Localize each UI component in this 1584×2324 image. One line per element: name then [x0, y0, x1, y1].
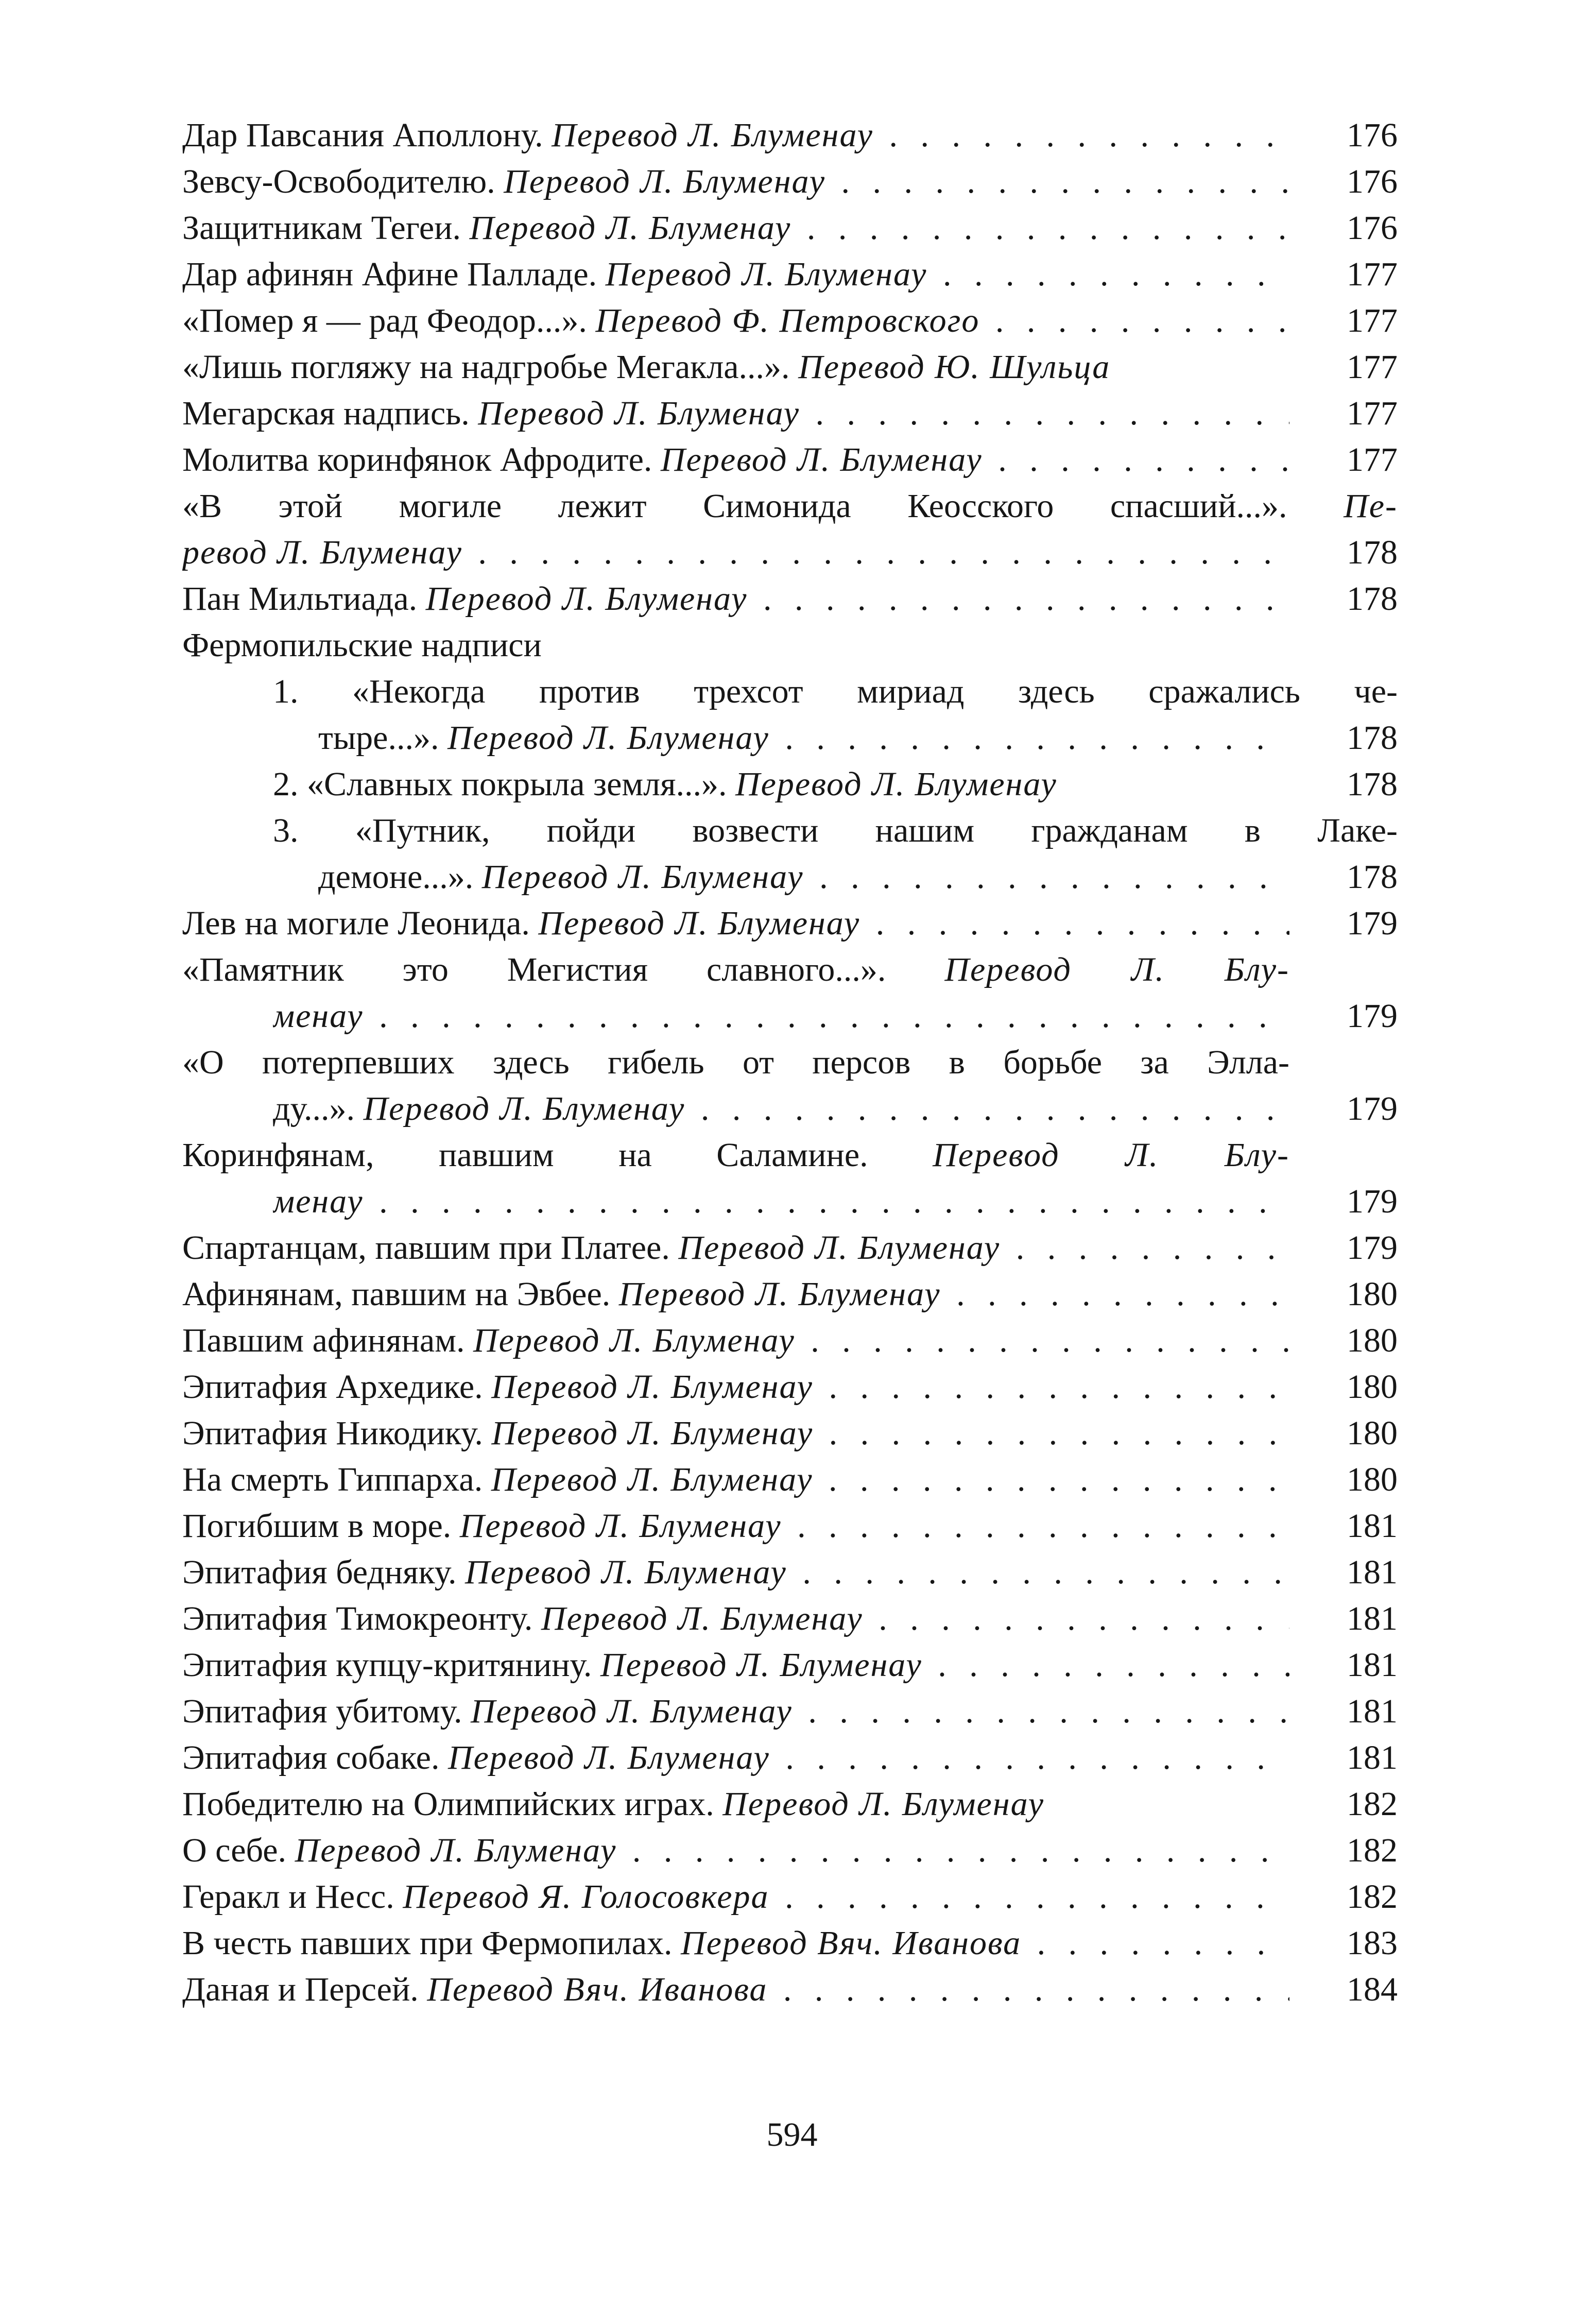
entry-title: «Памятник это Мегистия славного...». — [182, 951, 886, 988]
toc-entry — [182, 1364, 1398, 1410]
toc-entry — [182, 112, 1398, 159]
entry-translator: Перевод Л. Блуменау — [447, 1739, 770, 1776]
entry-page: 183 — [1347, 1924, 1398, 1962]
entry-translator: Перевод Л. Блуменау — [552, 116, 873, 154]
entry-page: 178 — [1347, 765, 1398, 803]
toc-subentry-continuation — [182, 854, 1398, 900]
entry-translator: Перевод Л. Блуменау — [722, 1785, 1045, 1823]
toc-entry — [182, 1410, 1398, 1457]
entry-title: Зевсу-Освободителю. — [182, 163, 495, 200]
entry-page: 178 — [1347, 534, 1398, 571]
entry-title: Молитва коринфянок Афродите. — [182, 441, 652, 479]
entry-translator: Перевод Л. Блуменау — [447, 719, 769, 757]
entry-title: «Путник, пойди возвести нашим гражданам в Лаке- — [355, 812, 1398, 849]
entry-title: Дар афинян Афине Палладе. — [182, 255, 597, 293]
entry-page: 180 — [1347, 1368, 1398, 1406]
entry-title: Афинянам, павшим на Эвбее. — [182, 1275, 611, 1313]
entry-number: 3. — [273, 812, 299, 849]
entry-title: Геракл и Несс. — [182, 1878, 394, 1916]
entry-title: ду...». — [273, 1090, 355, 1127]
toc-entry — [182, 1549, 1398, 1596]
entry-translator: Перевод Л. Блуменау — [491, 1368, 813, 1406]
entry-translator: Перевод Л. Блуменау — [504, 163, 825, 200]
toc-entry — [182, 1596, 1398, 1642]
toc-entry — [182, 1827, 1398, 1874]
entry-page: 180 — [1347, 1275, 1398, 1313]
toc-entry — [182, 437, 1398, 483]
entry-page: 181 — [1347, 1600, 1398, 1637]
toc-subentry — [182, 808, 1398, 854]
entry-translator: Перевод Л. Блуменау — [425, 580, 748, 618]
toc-entry — [182, 1132, 1398, 1178]
entry-page: 177 — [1347, 441, 1398, 479]
entry-page: 181 — [1347, 1693, 1398, 1730]
toc-entry — [182, 1457, 1398, 1503]
entry-title: Эпитафия бедняку. — [182, 1553, 457, 1591]
toc-entry — [182, 1039, 1398, 1086]
entry-translator: Перевод Л. Блуменау — [478, 395, 800, 432]
entry-title: тыре...». — [318, 719, 439, 757]
entry-title: Павшим афинянам. — [182, 1322, 465, 1359]
entry-page: 179 — [1347, 1183, 1398, 1220]
entry-page: 178 — [1347, 858, 1398, 896]
toc-entry — [182, 1967, 1398, 2013]
entry-title: Дар Павсания Аполлону. — [182, 116, 543, 154]
toc-entry-continuation — [182, 1178, 1398, 1225]
entry-page: 178 — [1347, 719, 1398, 757]
entry-title: Защитникам Тегеи. — [182, 209, 461, 247]
entry-page: 181 — [1347, 1646, 1398, 1684]
toc-entry — [182, 576, 1398, 622]
entry-title: Эпитафия Никодику. — [182, 1414, 483, 1452]
entry-translator: Перевод Вяч. Иванова — [681, 1924, 1022, 1962]
toc-entry — [182, 205, 1398, 251]
toc-entry — [182, 1781, 1398, 1827]
entry-title: «В этой могиле лежит Симонида Кеосского спасший...». — [182, 487, 1287, 525]
toc-entry — [182, 1735, 1398, 1781]
entry-title: Пан Мильтиада. — [182, 580, 418, 618]
toc-entry — [182, 483, 1398, 529]
toc-entry — [182, 390, 1398, 437]
entry-page: 176 — [1347, 163, 1398, 200]
entry-translator: Перевод Л. Блу- — [944, 951, 1289, 988]
entry-title: Эпитафия Тимокреонту. — [182, 1600, 533, 1637]
toc-subentry — [182, 761, 1398, 808]
entry-translator: Перевод Л. Блуменау — [600, 1646, 922, 1684]
toc-section-heading — [182, 622, 1398, 669]
toc-entry — [182, 1271, 1398, 1318]
entry-number: 1. — [273, 673, 299, 710]
toc-entry-continuation — [182, 993, 1398, 1039]
entry-translator: Пе- — [1344, 487, 1398, 525]
entry-title: «Некогда против трехсот мириад здесь сражались че- — [352, 673, 1398, 710]
entry-translator: менау — [273, 1183, 364, 1220]
entry-page: 181 — [1347, 1507, 1398, 1545]
entry-page: 177 — [1347, 348, 1398, 386]
entry-page: 179 — [1347, 1229, 1398, 1267]
entry-translator: ревод Л. Блуменау — [182, 534, 462, 571]
entry-page: 181 — [1347, 1739, 1398, 1776]
entry-translator: Перевод Л. Блуменау — [473, 1322, 795, 1359]
toc-entry — [182, 1874, 1398, 1920]
entry-translator: Перевод Л. Блуменау — [660, 441, 983, 479]
toc-entry — [182, 344, 1398, 390]
entry-translator: Перевод Л. Блуменау — [295, 1832, 617, 1869]
entry-title: Эпитафия Архедике. — [182, 1368, 483, 1406]
entry-title: Лев на могиле Леонида. — [182, 904, 530, 942]
entry-page: 184 — [1347, 1971, 1398, 2008]
entry-title: Эпитафия собаке. — [182, 1739, 440, 1776]
entry-translator: менау — [273, 997, 364, 1035]
entry-title: Погибшим в море. — [182, 1507, 452, 1545]
entry-translator: Перевод Л. Блуменау — [491, 1461, 813, 1498]
entry-translator: Перевод Л. Блуменау — [469, 209, 791, 247]
entry-title: Даная и Персей. — [182, 1971, 419, 2008]
toc-entry — [182, 1503, 1398, 1549]
entry-page: 179 — [1347, 1090, 1398, 1127]
entry-translator: Перевод Вяч. Иванова — [427, 1971, 768, 2008]
toc-entry — [182, 298, 1398, 344]
entry-number: 2. — [273, 765, 299, 803]
entry-page: 178 — [1347, 580, 1398, 618]
toc-entry — [182, 1225, 1398, 1271]
entry-page: 180 — [1347, 1414, 1398, 1452]
toc-entry — [182, 159, 1398, 205]
entry-title: Мегарская надпись. — [182, 395, 470, 432]
entry-title: На смерть Гиппарха. — [182, 1461, 483, 1498]
entry-title: Спартанцам, павшим при Платее. — [182, 1229, 670, 1267]
entry-title: «О потерпевших здесь гибель от персов в борьбе за Элла- — [182, 1044, 1289, 1081]
entry-translator: Перевод Л. Блуменау — [735, 765, 1057, 803]
entry-title: «Помер я — рад Феодор...». — [182, 302, 587, 339]
toc-entry — [182, 1642, 1398, 1688]
entry-title: Победителю на Олимпийских играх. — [182, 1785, 714, 1823]
section-heading: Фермопильские надписи — [182, 626, 542, 664]
entry-translator: Перевод Ю. Шульца — [798, 348, 1111, 386]
toc-entry — [182, 1318, 1398, 1364]
entry-page: 181 — [1347, 1553, 1398, 1591]
entry-translator: Перевод Л. Блуменау — [538, 904, 860, 942]
entry-page: 176 — [1347, 209, 1398, 247]
entry-translator: Перевод Л. Блуменау — [363, 1090, 685, 1127]
toc-entry-continuation — [182, 1086, 1398, 1132]
entry-page: 182 — [1347, 1832, 1398, 1869]
entry-title: демоне...». — [318, 858, 474, 896]
entry-title: «Славных покрыла земля...». — [307, 765, 727, 803]
entry-translator: Перевод Л. Блуменау — [491, 1414, 814, 1452]
entry-translator: Перевод Л. Блуменау — [618, 1275, 941, 1313]
entry-page: 180 — [1347, 1322, 1398, 1359]
entry-title: Эпитафия купцу-критянину. — [182, 1646, 592, 1684]
toc-entry — [182, 251, 1398, 298]
entry-page: 180 — [1347, 1461, 1398, 1498]
entry-page: 179 — [1347, 997, 1398, 1035]
toc-entry — [182, 900, 1398, 947]
entry-page: 177 — [1347, 302, 1398, 339]
entry-page: 179 — [1347, 904, 1398, 942]
entry-page: 177 — [1347, 395, 1398, 432]
entry-title: Коринфянам, павшим на Саламине. — [182, 1136, 868, 1174]
entry-title: «Лишь погляжу на надгробье Мегакла...». — [182, 348, 790, 386]
table-of-contents — [182, 112, 1398, 2013]
entry-translator: Перевод Л. Блуменау — [678, 1229, 1001, 1267]
entry-page: 176 — [1347, 116, 1398, 154]
entry-translator: Перевод Л. Блуменау — [465, 1553, 787, 1591]
entry-page: 182 — [1347, 1785, 1398, 1823]
entry-translator: Перевод Л. Блуменау — [459, 1507, 782, 1545]
entry-translator: Перевод Л. Блу- — [933, 1136, 1289, 1174]
toc-entry — [182, 1920, 1398, 1967]
entry-translator: Перевод Л. Блуменау — [541, 1600, 863, 1637]
toc-subentry-continuation — [182, 715, 1398, 761]
entry-page: 177 — [1347, 255, 1398, 293]
entry-page: 182 — [1347, 1878, 1398, 1916]
entry-translator: Перевод Л. Блуменау — [605, 255, 927, 293]
page-number: 594 — [766, 2116, 818, 2154]
entry-title: О себе. — [182, 1832, 287, 1869]
toc-entry — [182, 1688, 1398, 1735]
entry-translator: Перевод Л. Блуменау — [471, 1693, 793, 1730]
entry-title: Эпитафия убитому. — [182, 1693, 462, 1730]
toc-subentry — [182, 669, 1398, 715]
entry-translator: Перевод Я. Голосовкера — [403, 1878, 769, 1916]
toc-entry-continuation — [182, 529, 1398, 576]
entry-translator: Перевод Л. Блуменау — [481, 858, 804, 896]
entry-translator: Перевод Ф. Петровского — [595, 302, 980, 339]
toc-entry — [182, 947, 1398, 993]
entry-title: В честь павших при Фермопилах. — [182, 1924, 673, 1962]
